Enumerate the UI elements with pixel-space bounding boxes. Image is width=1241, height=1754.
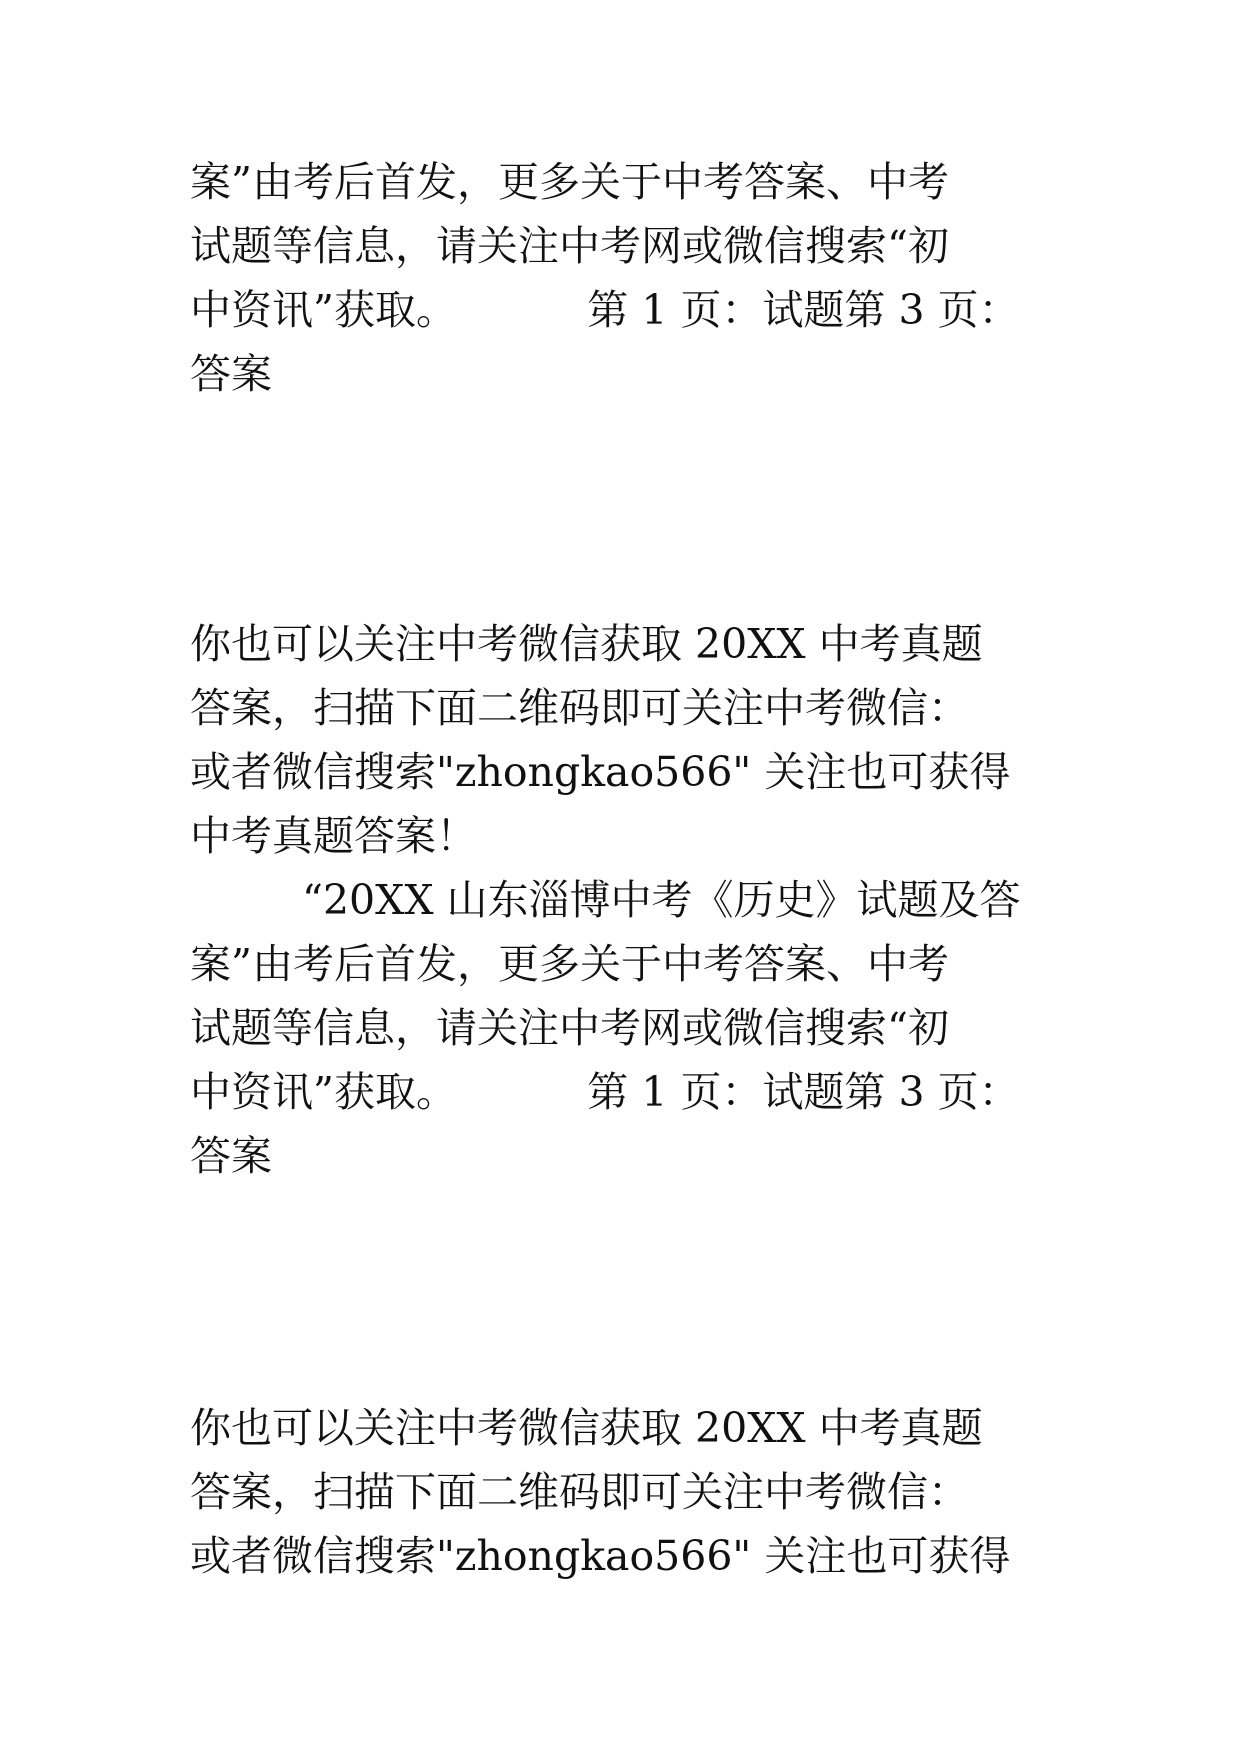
text-block-1	[190, 150, 1090, 406]
text-block-3	[190, 1396, 1090, 1588]
text-line: 你也可以关注中考微信获取 20XX 中考真题	[190, 620, 983, 668]
text-line: 中考真题答案！	[190, 812, 477, 860]
text-line: 你也可以关注中考微信获取 20XX 中考真题	[190, 1404, 983, 1452]
text-line: 中资讯”获取。 第 1 页：试题第 3 页：	[190, 286, 1020, 334]
text-line: 案”由考后首发，更多关于中考答案、中考	[190, 158, 949, 206]
text-line: 试题等信息，请关注中考网或微信搜索“初	[190, 222, 949, 270]
text-block-2	[190, 612, 1090, 1188]
text-line: 中资讯”获取。 第 1 页：试题第 3 页：	[190, 1068, 1020, 1116]
text-line: 答案，扫描下面二维码即可关注中考微信：	[190, 1468, 969, 1516]
text-line-indented: “20XX 山东淄博中考《历史》试题及答	[302, 876, 1021, 924]
text-line: 答案，扫描下面二维码即可关注中考微信：	[190, 684, 969, 732]
text-line: 答案	[190, 350, 272, 398]
text-line: 案”由考后首发，更多关于中考答案、中考	[190, 940, 949, 988]
text-line: 或者微信搜索"zhongkao566" 关注也可获得	[190, 748, 1011, 796]
text-line: 或者微信搜索"zhongkao566" 关注也可获得	[190, 1532, 1011, 1580]
text-line: 试题等信息，请关注中考网或微信搜索“初	[190, 1004, 949, 1052]
text-line: 答案	[190, 1132, 272, 1180]
